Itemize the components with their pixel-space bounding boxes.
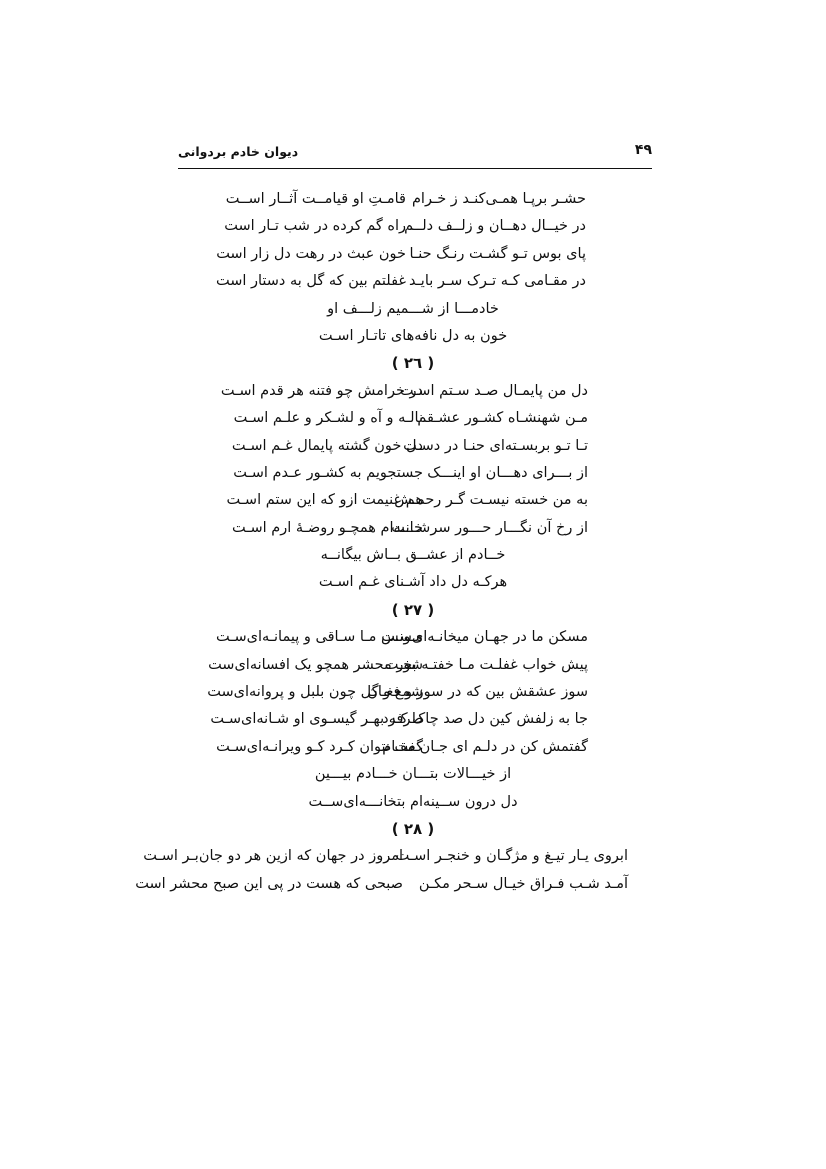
couplet bbox=[143, 843, 676, 870]
closing-line: خــادم از عشــق بــاش بیگانــه bbox=[320, 547, 506, 564]
poem-number: ( ٢٦ ) bbox=[391, 354, 435, 373]
couplet bbox=[150, 405, 676, 432]
hemistich-first: پای بوس تـو گشـت رنـگ حنـا bbox=[409, 245, 586, 262]
hemistich-second: قامـتِ او قیامــت آثــار اســت bbox=[225, 191, 406, 207]
hemistich-first: حشـر برپـا همـی‌کنـد ز خـرام bbox=[411, 191, 586, 207]
hemistich-first: مـن شهنشـاه کشـور عشـقم bbox=[417, 410, 588, 427]
hemistich-second: صبحی که هست در پی این صبح محشر است bbox=[135, 875, 403, 892]
closing-line: خون به دل نافه‌های تاتـار اسـت bbox=[318, 327, 508, 344]
hemistich-second: خون عبث در رهت دل زار است bbox=[216, 245, 406, 262]
hemistich-second: مـونس مـا سـاقی و پیمانـه‌ای‌سـت bbox=[215, 629, 423, 646]
page-number: ۴۹ bbox=[634, 142, 652, 158]
closing-line: هرکـه دل داد آشـنای غـم اسـت bbox=[318, 574, 508, 591]
couplet bbox=[150, 186, 676, 213]
hemistich-first: از رخ آن نگـــار حـــور سرشـــت bbox=[391, 519, 588, 536]
hemistich-second: طرفه بهـر گیسـوی او شـانه‌ای‌سـت bbox=[210, 711, 423, 728]
couplet bbox=[150, 241, 676, 268]
couplet bbox=[150, 433, 676, 460]
closing-line: خادمـــا از شـــمیم زلـــف او bbox=[327, 300, 499, 317]
poem-text bbox=[135, 186, 676, 898]
hemistich-second: راه گم کرده در شب تـار است bbox=[224, 218, 406, 235]
hemistich-second: هم غنیمت ازو که این ستم اسـت bbox=[226, 492, 423, 509]
page-header bbox=[178, 140, 652, 169]
couplet bbox=[150, 268, 676, 295]
hemistich-first: از بـــرای دهـــان او اینـــک bbox=[427, 464, 588, 481]
hemistich-first: در خیــال دهــان و زلــف دلــم bbox=[404, 218, 586, 235]
hemistich-first: آمـد شـب فـراق خیـال سـحر مکـن bbox=[418, 875, 628, 892]
couplet bbox=[150, 706, 676, 733]
couplet bbox=[150, 378, 676, 405]
hemistich-second: گفت نتوان کـرد کـو ویرانـه‌ای‌سـت bbox=[216, 738, 423, 755]
hemistich-first: ابروی یـار تیـغ و مژگـان و خنجـر اسـت bbox=[395, 848, 628, 865]
poem-number: ( ٢٧ ) bbox=[391, 600, 435, 619]
couplet bbox=[150, 624, 676, 651]
hemistich-first: پیش خواب غفلـت مـا خفتـه بخـت bbox=[384, 656, 588, 673]
hemistich-second: غفلتم بین که گل به دستار است bbox=[215, 273, 406, 290]
hemistich-second: شمع و گل چون بلبل و پروانه‌ای‌ست bbox=[207, 684, 423, 701]
hemistich-first: در مقـامی کـه تـرک سـر بایـد bbox=[408, 273, 586, 290]
poem-number: ( ٢٨ ) bbox=[391, 819, 435, 838]
couplet bbox=[150, 213, 676, 240]
couplet bbox=[150, 652, 676, 679]
couplet bbox=[150, 487, 676, 514]
couplet bbox=[150, 460, 676, 487]
hemistich-first: جا به زلفش کین دل صد چاک کـرد bbox=[382, 711, 588, 728]
hemistich-second: دل خون گشته پایمال غـم اسـت bbox=[231, 437, 423, 454]
couplet bbox=[150, 515, 676, 542]
hemistich-second: نالـه و آه و لشـکر و علـم اسـت bbox=[233, 410, 423, 427]
hemistich-first: سوز عشقش بین که در سوز و فغـان bbox=[367, 684, 588, 701]
hemistich-first: مسکن ما در جهـان میخانـه‌ای‌سـت bbox=[381, 629, 588, 646]
couplet bbox=[135, 871, 676, 898]
hemistich-first: تـا تـو بربسـته‌ای حنـا در دسـت bbox=[403, 437, 588, 454]
hemistich-second: در خرامش چو فتنه هر قدم اسـت bbox=[220, 382, 423, 399]
couplet bbox=[150, 679, 676, 706]
hemistich-first: به من خسته نیسـت گـر رحمـش bbox=[394, 492, 588, 509]
hemistich-second: جستجویم به کشـور عـدم اسـت bbox=[233, 464, 423, 481]
hemistich-second: امروز در جهان که ازین هر دو جان‌بـر اسـت bbox=[143, 848, 403, 865]
running-title: دیوان خادم بردوانی bbox=[178, 144, 299, 159]
closing-line: از خیـــالات بتـــان خـــادم بیـــین bbox=[314, 766, 512, 783]
closing-line: دل درون ســینه‌ام بتخانـــه‌ای‌ســت bbox=[308, 793, 518, 810]
couplet bbox=[150, 734, 676, 761]
hemistich-second: شور محشر همچو یک افسانه‌ای‌ست bbox=[208, 656, 423, 673]
hemistich-first: دل من پایمـال صـد سـتم اسـت bbox=[399, 382, 588, 399]
hemistich-first: گفتمش کن در دلـم ای جـان مقـام bbox=[382, 738, 588, 755]
hemistich-second: خانـه‌ام همچـو روضـۀ ارم اسـت bbox=[231, 519, 423, 536]
